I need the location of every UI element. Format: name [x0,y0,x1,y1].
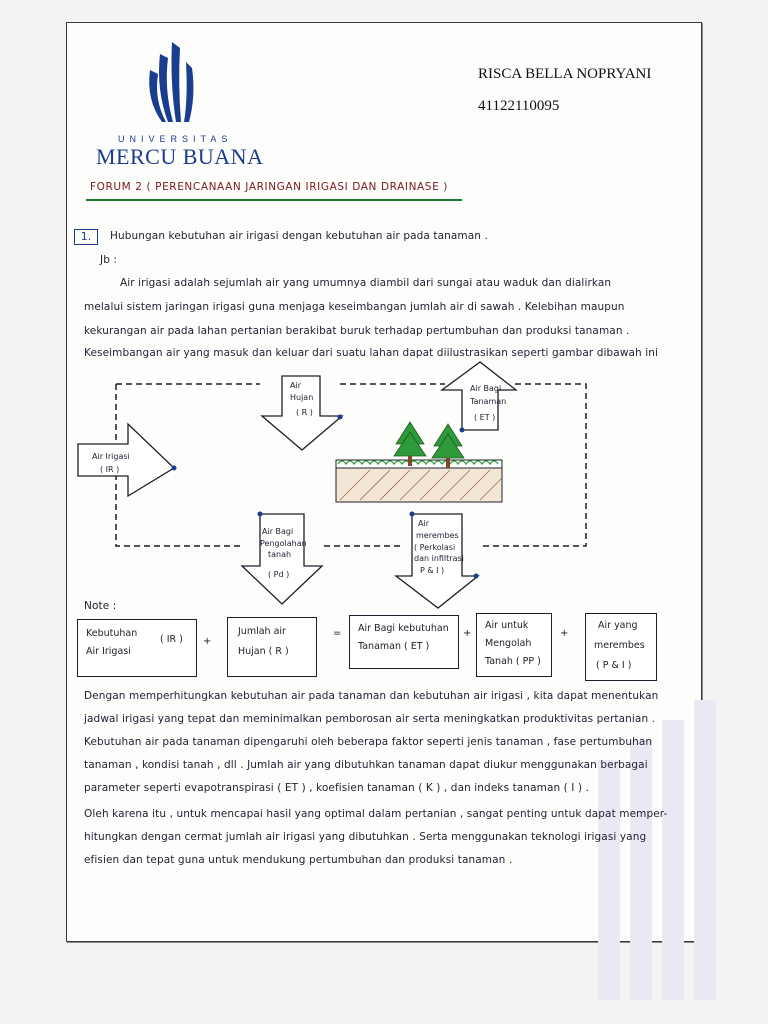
plus-operator: + [560,628,569,639]
note-box-r [227,617,317,677]
paragraph2-line: Kebutuhan air pada tanaman dipengaruhi oleh beberapa faktor seperti jenis tanaman , fase pertumbuhan [84,736,653,748]
air-merembes-code: P & I ) [420,566,445,575]
air-bagi-pengolahan-label: Pengolahan [260,539,307,548]
paragraph3-line: Oleh karena itu , untuk mencapai hasil yang optimal dalam pertanian , sangat penting untuk dapat memper- [84,808,668,820]
tree-icon [394,422,426,466]
note-box-text: Kebutuhan [86,628,138,639]
air-bagi-pengolahan-label: Air Bagi [262,527,294,536]
air-merembes-label: merembes [416,531,459,540]
water-balance-diagram [70,360,630,610]
air-hujan-arrow [262,376,343,450]
rice-field-illustration [336,422,502,502]
air-hujan-code: ( R ) [296,408,313,417]
university-small-label: UNIVERSITAS [118,134,233,144]
paragraph3-line: efisien dan tepat guna untuk mendukung pertumbuhan dan produksi tanaman . [84,854,513,866]
forum-title-underline [86,199,462,201]
watermark-stripe [694,700,716,1000]
plus-operator: + [463,628,472,639]
air-bagi-tanaman-code: ( ET ) [474,413,496,422]
air-bagi-tanaman-arrow [442,362,516,433]
plus-operator: + [203,636,212,647]
question-text: Hubungan kebutuhan air irigasi dengan kebutuhan air pada tanaman . [110,230,488,242]
answer-label: Jb : [100,254,118,266]
air-hujan-label: Air [290,381,301,390]
note-box-text: merembes [594,640,645,651]
note-box-text: Air Irigasi [86,646,131,657]
forum-title: FORUM 2 ( PERENCANAAN JARINGAN IRIGASI DAN DRAINASE ) [90,181,448,193]
watermark-stripe [630,740,652,1000]
air-bagi-pengolahan-code: ( Pd ) [268,570,290,579]
student-id: 41122110095 [478,98,560,114]
air-bagi-tanaman-label: Tanaman [470,397,507,406]
note-box-text: Hujan ( R ) [238,646,289,657]
student-name: RISCA BELLA NOPRYANI [478,66,652,82]
air-merembes-label: ( Perkolasi [414,543,456,552]
air-hujan-label: Hujan [290,393,314,402]
note-box-text: Air Bagi kebutuhan [358,623,449,634]
watermark [598,760,620,1000]
note-box-ir [77,619,197,677]
note-box-text: Air untuk [485,620,529,631]
note-box-code: ( IR ) [160,634,183,645]
university-name: MERCU BUANA [96,144,264,169]
air-bagi-pengolahan-label: tanah [268,550,292,559]
paragraph2-line: Dengan memperhitungkan kebutuhan air pada tanaman dan kebutuhan air irigasi , kita dapat menentukan [84,690,659,702]
paragraph1-line: Keseimbangan air yang masuk dan keluar dari suatu lahan dapat diilustrasikan seperti gambar dibawah ini [84,347,659,359]
watermark-stripe [662,720,684,1000]
paragraph1-line: kekurangan air pada lahan pertanian berakibat buruk terhadap pertumbuhan dan produksi tanaman . [84,325,630,337]
note-box-text: Air yang [598,620,638,631]
paragraph2-line: jadwal irigasi yang tepat dan meminimalkan pemborosan air serta meningkatkan produktivitas pertanian . [84,713,656,725]
paragraph1-line: melalui sistem jaringan irigasi guna menjaga keseimbangan jumlah air di sawah . Kelebihan maupun [84,301,625,313]
note-box-code: ( P & I ) [596,660,632,671]
question-number: 1. [74,229,98,245]
paragraph2-line: parameter seperti evapotranspirasi ( ET ) , koefisien tanaman ( K ) , dan indeks tanaman ( I ) . [84,782,590,794]
paragraph1-line: Air irigasi adalah sejumlah air yang umumnya diambil dari sungai atau waduk dan dialirkan [120,277,612,289]
air-bagi-pengolahan-arrow [242,512,322,605]
note-box-et [349,615,459,669]
note-box-text: Jumlah air [238,626,286,637]
air-merembes-arrow [396,512,479,609]
note-box-text: Tanaman ( ET ) [358,641,430,652]
air-merembes-label: Air [418,519,429,528]
note-box-text: Tanah ( PP ) [485,656,541,667]
paragraph3-line: hitungkan dengan cermat jumlah air irigasi yang dibutuhkan . Serta menggunakan teknologi irigasi yang [84,831,647,843]
air-bagi-tanaman-label: Air Bagi [470,384,502,393]
air-merembes-label: dan infiltrasi [414,554,464,563]
note-box-text: Mengolah [485,638,532,649]
paragraph2-line: tanaman , kondisi tanah , dll . Jumlah air yang dibutuhkan tanaman dapat diukur menggunakan berbagai [84,759,648,771]
air-irigasi-label: Air Irigasi [92,452,130,461]
air-irigasi-code: ( IR ) [100,465,120,474]
note-box-pi [585,613,657,681]
air-irigasi-arrow [78,424,177,496]
university-logo [146,40,198,130]
note-label: Note : [84,600,117,612]
note-box-pp [476,613,552,677]
equals-operator: = [333,628,342,639]
